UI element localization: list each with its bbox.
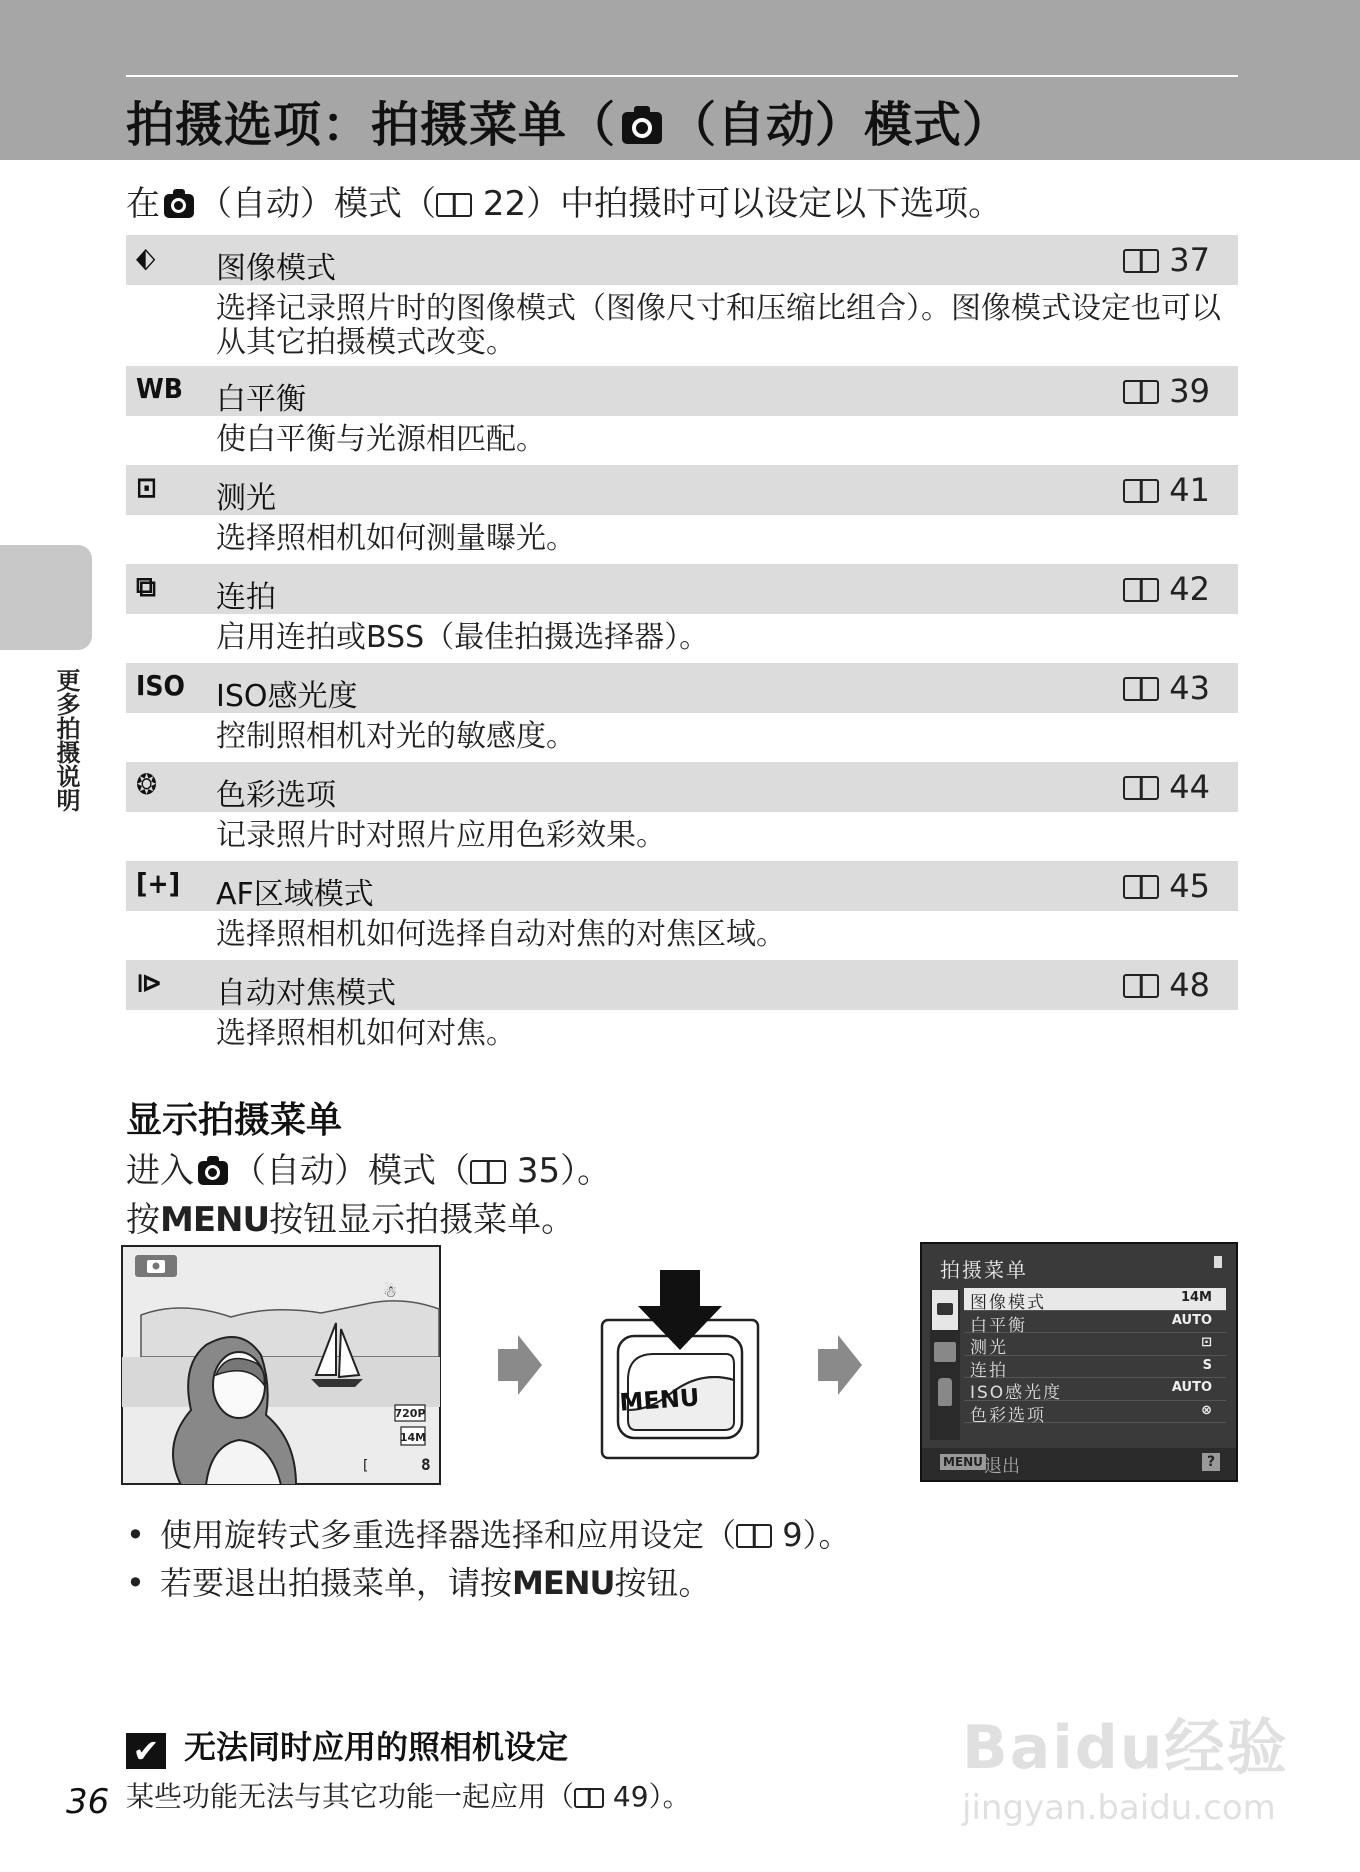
option-name: 测光 [216,481,276,516]
note-title: ✔ 无法同时应用的照相机设定 [126,1722,568,1769]
help-icon[interactable]: ? [1202,1453,1220,1471]
book-icon [1123,380,1159,404]
book-icon [1123,578,1159,602]
menu-item-value: AUTO [1171,1380,1212,1395]
menu-button-label: MENU [618,1383,701,1417]
watermark-url: jingyan.baidu.com [962,1788,1276,1828]
bullet-1: • 使用旋转式多重选择器选择和应用设定（ 9）。 [126,1516,851,1554]
book-icon [574,1788,604,1808]
bullet-2: • 若要退出拍摄菜单，请按MENU按钮。 [126,1564,711,1602]
step-2: 按MENU按钮显示拍摄菜单。 [126,1200,576,1240]
menu-button-illustration [600,1270,760,1460]
option-page-ref: 45 [1123,867,1210,905]
side-tab-label: 更多拍摄说明 [52,668,80,812]
option-description: 启用连拍或BSS（最佳拍摄选择器）。 [216,620,710,655]
option-description: 选择照相机如何选择自动对焦的对焦区域。 [216,917,786,952]
option-name: 自动对焦模式 [216,976,396,1011]
title-part-2: （自动）模式） [668,97,1012,153]
tab-setup[interactable] [938,1378,952,1406]
iso-icon: ISO [136,669,185,702]
page-number: 36 [66,1782,110,1822]
arrow-right-icon [818,1335,862,1395]
menu-item[interactable] [964,1378,1226,1401]
watermark [962,1700,1292,1840]
side-tab [0,545,92,650]
intro-text: 在 （自动）模式（ 22）中拍摄时可以设定以下选项。 [126,184,1003,224]
option-page-ref: 41 [1123,471,1210,509]
svg-text:☃: ☃ [383,1282,398,1301]
color-options-icon: ❂ [136,768,158,801]
book-icon [1123,875,1159,899]
menu-item-value: S [1202,1357,1212,1373]
menu-item[interactable] [964,1333,1226,1356]
option-row-continuous [126,564,1238,614]
menu-item-label: 连拍 [970,1360,1008,1381]
options-table [126,235,1238,1059]
menu-item-value: ⊗ [1201,1402,1212,1418]
menu-item[interactable] [964,1401,1226,1424]
book-icon [470,1160,506,1184]
continuous-icon: ⧉ [136,570,156,603]
camera-icon [198,1161,228,1185]
option-description: 使白平衡与光源相匹配。 [216,422,546,457]
menu-item-value: ⊡ [1201,1335,1212,1350]
tab-movie[interactable] [934,1342,956,1362]
header-rule [126,75,1238,77]
af-mode-icon: ⧐ [136,966,163,999]
menu-key-badge: MENU [940,1454,986,1470]
option-name: AF区域模式 [216,877,374,912]
frames-left-bracket: [ [361,1458,370,1474]
option-row-af-mode [126,960,1238,1010]
resolution-badge: 720P [394,1407,426,1420]
camera-icon [164,194,194,218]
menu-item-label: ISO感光度 [970,1383,1063,1403]
check-icon: ✔ [126,1733,166,1769]
option-page-ref: 44 [1123,768,1210,806]
book-icon [1123,677,1159,701]
option-page-ref: 37 [1123,241,1210,279]
arrow-right-icon [498,1335,542,1395]
menu-key-text: MENU [160,1200,270,1240]
af-area-icon: [+] [136,867,181,900]
title-part-1: 拍摄选项：拍摄菜单（ [126,97,617,153]
white-balance-icon: WB [136,372,183,405]
menu-item-value: 14M [1180,1290,1212,1305]
menu-item[interactable] [964,1311,1226,1334]
metering-icon: ⊡ [136,471,158,504]
book-icon [736,1524,772,1548]
option-row-metering [126,465,1238,515]
menu-screen-title: 拍摄菜单 [940,1258,1028,1282]
book-icon [436,193,472,217]
book-icon [1123,479,1159,503]
image-mode-icon: ⬖ [136,241,156,274]
camera-icon [622,112,662,144]
option-page-ref: 42 [1123,570,1210,608]
menu-item-label: 图像模式 [970,1293,1046,1313]
option-name: 色彩选项 [216,778,336,813]
option-name: 连拍 [216,580,276,615]
option-name: 图像模式 [216,251,336,286]
option-page-ref: 39 [1123,372,1210,410]
scroll-indicator [1214,1256,1222,1268]
book-icon [1123,249,1159,273]
menu-item-value: AUTO [1171,1312,1212,1328]
option-description: 选择照相机如何对焦。 [216,1016,516,1051]
book-icon [1123,974,1159,998]
option-name: ISO感光度 [216,679,358,714]
watermark-brand: Baidu经验 [962,1713,1289,1783]
option-row-white-balance [126,366,1238,416]
option-description: 选择照相机如何测量曝光。 [216,521,576,556]
step-1: 进入 （自动）模式（ 35）。 [126,1151,612,1191]
size-badge: 14M [399,1431,427,1444]
menu-tab-strip [930,1290,960,1440]
menu-item[interactable] [964,1356,1226,1379]
camera-icon [937,1303,953,1315]
menu-item-label: 色彩选项 [970,1405,1046,1426]
menu-key-text: MENU [512,1564,615,1602]
option-description: 记录照片时对照片应用色彩效果。 [216,818,666,853]
camera-live-view [121,1245,441,1485]
option-description: 选择记录照片时的图像模式（图像尺寸和压缩比组合）。图像模式设定也可以从其它拍摄模式改变。 [216,291,1221,360]
option-row-color-options [126,762,1238,812]
section-heading: 显示拍摄菜单 [126,1100,343,1141]
menu-footer [922,1448,1236,1480]
option-page-ref: 43 [1123,669,1210,707]
exit-label[interactable]: 退出 [984,1456,1020,1477]
tab-shooting[interactable] [932,1290,958,1330]
menu-item-list [964,1288,1226,1426]
menu-item-label: 白平衡 [970,1315,1027,1336]
option-row-image-mode [126,235,1238,285]
option-name: 白平衡 [216,382,306,417]
menu-item-label: 测光 [970,1338,1008,1358]
book-icon [1123,776,1159,800]
menu-item[interactable] [964,1288,1226,1311]
note-text: 某些功能无法与其它功能一起应用（ 49）。 [126,1780,691,1813]
frames-left: 8 [421,1455,431,1474]
option-row-af-area [126,861,1238,911]
page-title [126,86,1011,155]
option-row-iso [126,663,1238,713]
option-description: 控制照相机对光的敏感度。 [216,719,576,754]
shooting-menu-screen [920,1242,1238,1482]
option-page-ref: 48 [1123,966,1210,1004]
